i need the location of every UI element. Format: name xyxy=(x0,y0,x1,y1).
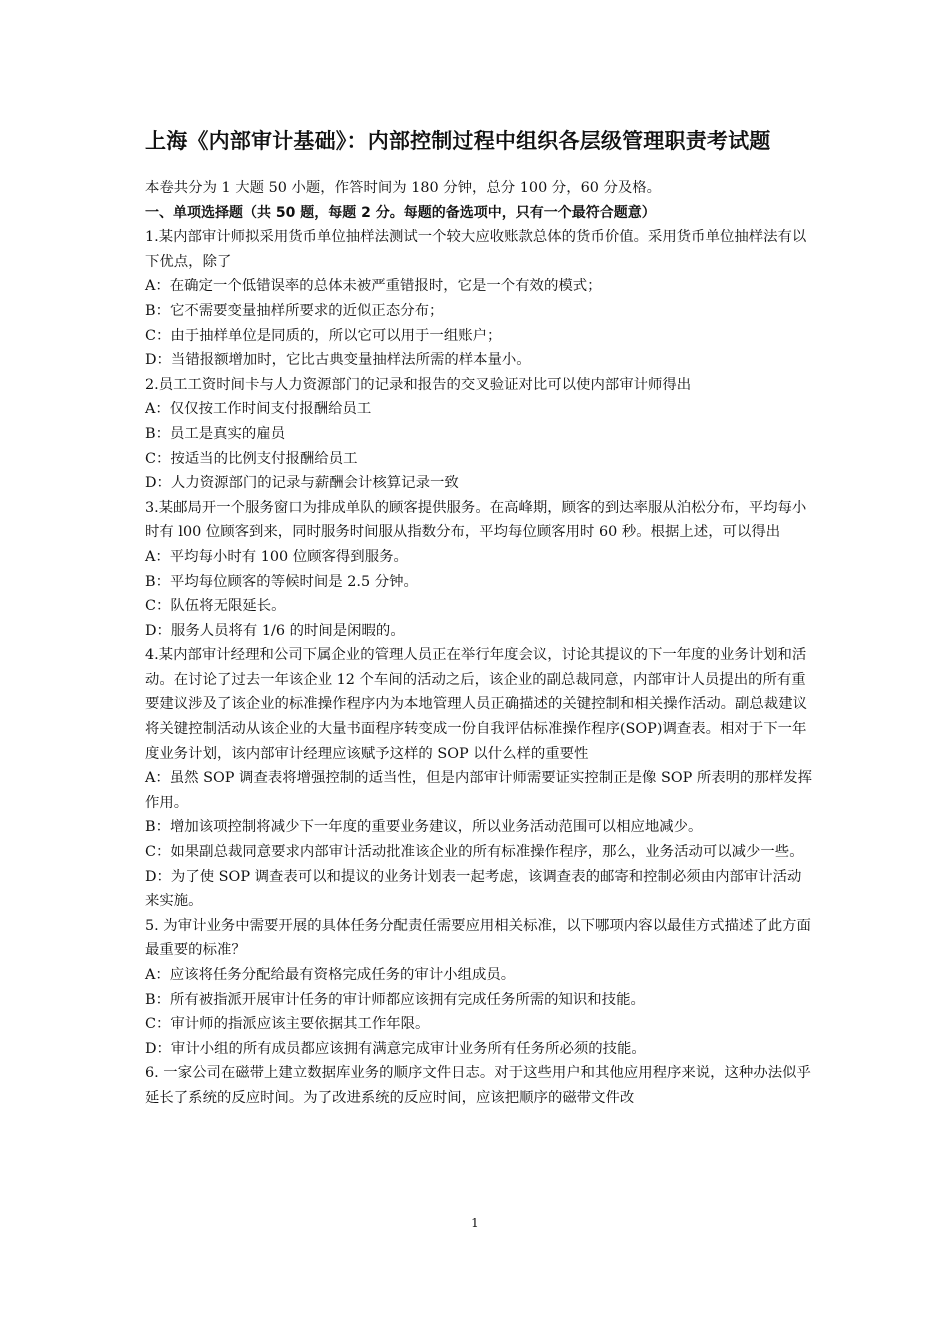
option-d: D：人力资源部门的记录与薪酬会计核算记录一致 xyxy=(145,475,459,492)
question-6 xyxy=(145,1061,813,1110)
question-4 xyxy=(145,643,813,914)
page-title: 上海《内部审计基础》：内部控制过程中组织各层级管理职责考试题 xyxy=(145,129,771,153)
option-a: A：应该将任务分配给最有资格完成任务的审计小组成员。 xyxy=(145,967,516,983)
option-b: B：所有被指派开展审计任务的审计师都应该拥有完成任务所需的知识和技能。 xyxy=(145,991,645,1008)
option-a: A：在确定一个低错误率的总体未被严重错报时，它是一个有效的模式； xyxy=(145,278,602,295)
question-stem: 6. 一家公司在磁带上建立数据库业务的顺序文件日志。对于这些用户和其他应用程序来说，这种办法似乎延长了系统的反应时间。为了改进系统的反应时间，应该把顺序的磁带文件改 xyxy=(145,1065,811,1106)
option-c: C：如果副总裁同意要求内部审计活动批准该企业的所有标准操作程序，那么，业务活动可以减少一些。 xyxy=(145,844,804,861)
exam-intro: 本卷共分为 1 大题 50 小题，作答时间为 180 分钟，总分 100 分，60 分及格。 xyxy=(145,180,662,196)
section-heading: 一、单项选择题（共 50 题，每题 2 分。每题的备选项中，只有一个最符合题意） xyxy=(145,204,656,221)
question-stem: 4.某内部审计经理和公司下属企业的管理人员正在举行年度会议，讨论其提议的下一年度的业务计划和活动。在讨论了过去一年该企业 12 个车间的活动之后，该企业的副总裁同意，内部审计人员提出的所有重要建议涉及了该企业的标准操作程序内为本地管理人员正确描述的关键控制和相关操作活动。副总裁建议将关键控制活动从该企业的大量书面程序转变成一份自我评估标准操作程序(SOP)调查表。相对于下一年度业务计划，该内部审计经理应该赋予这样的 SOP 以什么样的重要性 xyxy=(145,647,807,762)
question-stem: 2.员工工资时间卡与人力资源部门的记录和报告的交叉验证对比可以使内部审计师得出 xyxy=(145,376,692,393)
option-c: C：按适当的比例支付报酬给员工 xyxy=(145,450,358,467)
option-c: C：队伍将无限延长。 xyxy=(145,598,286,615)
option-b: B：员工是真实的雇员 xyxy=(145,425,286,442)
option-d: D：审计小组的所有成员都应该拥有满意完成审计业务所有任务所必须的技能。 xyxy=(145,1040,646,1057)
option-b: B：它不需要变量抽样所要求的近似正态分布； xyxy=(145,302,444,319)
option-a: A：虽然 SOP 调查表将增强控制的适当性，但是内部审计师需要证实控制正是像 SOP 所表明的那样发挥作用。 xyxy=(145,770,812,811)
question-5 xyxy=(145,914,813,1062)
option-a: A：平均每小时有 100 位顾客得到服务。 xyxy=(145,548,408,565)
option-a: A：仅仅按工作时间支付报酬给员工 xyxy=(145,401,372,418)
option-b: B：平均每位顾客的等候时间是 2.5 分钟。 xyxy=(145,573,418,590)
option-d: D：当错报额增加时，它比古典变量抽样法所需的样本量小。 xyxy=(145,352,531,369)
document-body xyxy=(145,176,813,1111)
question-stem: 5. 为审计业务中需要开展的具体任务分配责任需要应用相关标准，以下哪项内容以最佳方式描述了此方面最重要的标准？ xyxy=(145,917,811,959)
option-d: D：服务人员将有 1/6 的时间是闲暇的。 xyxy=(145,622,405,639)
question-1 xyxy=(145,225,813,373)
question-stem: 3.某邮局开一个服务窗口为排成单队的顾客提供服务。在高峰期，顾客的到达率服从泊松分布，平均每小时有 l00 位顾客到来，同时服务时间服从指数分布，平均每位顾客用时 60 秒。根据上述，可以得出 xyxy=(145,499,807,541)
option-c: C：由于抽样单位是同质的，所以它可以用于一组账户； xyxy=(145,327,502,344)
question-3 xyxy=(145,496,813,644)
option-c: C：审计师的指派应该主要依据其工作年限。 xyxy=(145,1016,430,1033)
option-d: D：为了使 SOP 调查表可以和提议的业务计划表一起考虑，该调查表的邮寄和控制必须由内部审计活动来实施。 xyxy=(145,868,802,910)
option-b: B：增加该项控制将减少下一年度的重要业务建议，所以业务活动范围可以相应地减少。 xyxy=(145,819,703,836)
question-stem: 1.某内部审计师拟采用货币单位抽样法测试一个较大应收账款总体的货币价值。采用货币单位抽样法有以下优点，除了 xyxy=(145,229,807,270)
question-2 xyxy=(145,373,813,496)
page-number: 1 xyxy=(471,1216,479,1230)
